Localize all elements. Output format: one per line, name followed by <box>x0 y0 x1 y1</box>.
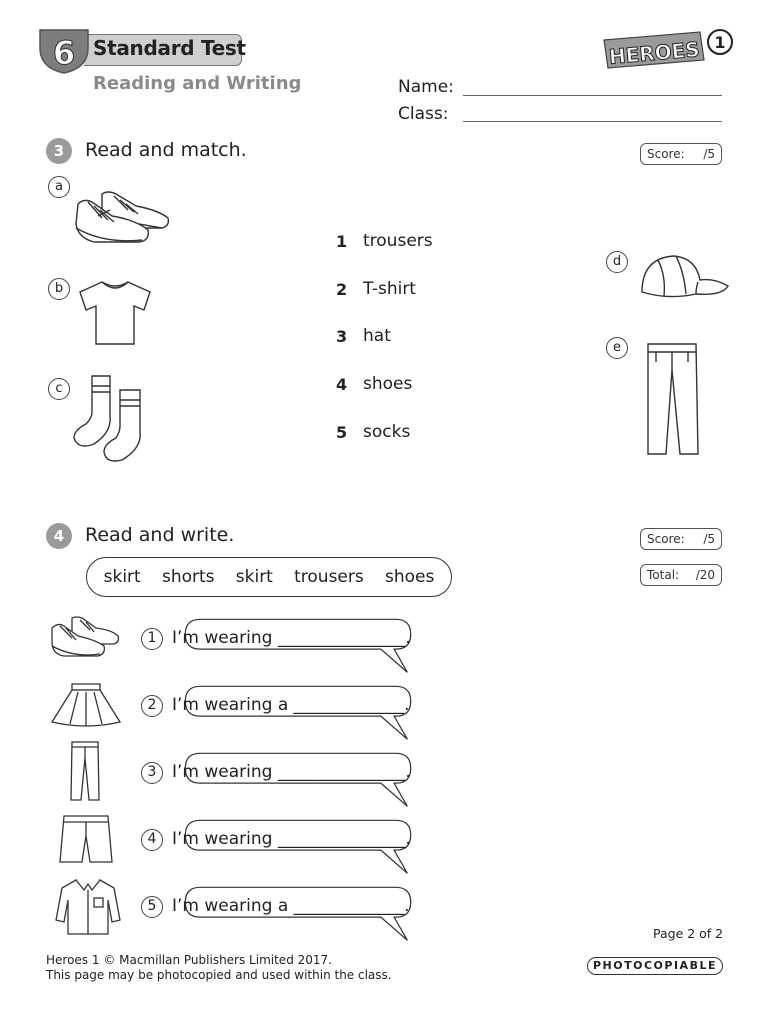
score-label: Score: <box>647 147 685 161</box>
section-3-number: 3 <box>46 138 72 164</box>
section-4-title: Read and write. <box>85 524 235 546</box>
skirt-picture <box>48 682 124 728</box>
word-item: T-shirt <box>363 279 416 299</box>
score-max: /5 <box>703 532 715 546</box>
name-line[interactable] <box>463 95 722 96</box>
picture-letter-a: a <box>48 176 70 198</box>
picture-letter-d: d <box>606 251 628 273</box>
trousers-picture <box>642 340 702 458</box>
unit-badge <box>38 28 90 74</box>
word-bank-item: shoes <box>384 567 435 587</box>
brand-level: 1 <box>714 33 726 52</box>
picture-letter-b: b <box>48 278 70 300</box>
shoes-picture <box>74 188 172 248</box>
unit-number: 6 <box>52 34 76 72</box>
photocopiable-badge: PHOTOCOPIABLE <box>587 957 723 975</box>
sentence-number: 3 <box>141 762 163 784</box>
sentence-text[interactable]: I’m wearing _______________. <box>172 762 411 782</box>
word-number: 2 <box>336 280 348 299</box>
shoes-small-picture <box>50 614 122 662</box>
score-label: Score: <box>647 532 685 546</box>
copyright-line-2: This page may be photocopied and used within the class. <box>46 968 392 982</box>
section-4-score-box <box>640 528 722 550</box>
heroes-logo <box>600 26 736 70</box>
sentence-text[interactable]: I’m wearing a _____________. <box>172 896 410 916</box>
word-item: socks <box>363 422 411 442</box>
word-item: hat <box>363 326 391 346</box>
section-3-score-box <box>640 143 722 165</box>
sentence-number: 2 <box>141 695 163 717</box>
shorts-picture <box>58 814 114 866</box>
section-4-number: 4 <box>46 523 72 549</box>
total-label: Total: <box>647 568 680 582</box>
score-max: /5 <box>703 147 715 161</box>
word-bank-item: trousers <box>294 567 364 587</box>
sentence-text[interactable]: I’m wearing _______________. <box>172 628 411 648</box>
socks-picture <box>70 372 150 464</box>
sentence-number: 5 <box>141 896 163 918</box>
page-number: Page 2 of 2 <box>653 926 724 941</box>
word-number: 5 <box>336 423 348 442</box>
word-item: shoes <box>363 374 413 394</box>
tshirt-picture <box>76 280 154 346</box>
word-bank <box>86 557 452 597</box>
word-bank-item: skirt <box>103 567 141 587</box>
sentence-number: 4 <box>141 829 163 851</box>
section-3-title: Read and match. <box>85 139 247 161</box>
class-label: Class: <box>398 104 449 124</box>
word-number: 1 <box>336 232 348 251</box>
total-max: /20 <box>695 568 715 582</box>
picture-letter-c: c <box>48 378 70 400</box>
total-score-box <box>640 564 722 586</box>
picture-letter-e: e <box>606 337 628 359</box>
word-number: 3 <box>336 327 348 346</box>
sentence-text[interactable]: I’m wearing a _____________. <box>172 695 410 715</box>
trousers-small-picture <box>68 740 102 802</box>
cap-picture <box>638 252 730 300</box>
page-subtitle: Reading and Writing <box>93 73 302 94</box>
word-item: trousers <box>363 231 433 251</box>
sentence-number: 1 <box>141 628 163 650</box>
word-bank-item: skirt <box>235 567 273 587</box>
word-number: 4 <box>336 375 348 394</box>
class-line[interactable] <box>463 121 722 122</box>
copyright-line-1: Heroes 1 © Macmillan Publishers Limited 2017. <box>46 953 332 967</box>
page-title: Standard Test <box>93 36 246 60</box>
shirt-picture <box>54 876 122 936</box>
name-label: Name: <box>398 77 454 97</box>
brand-text: HEROES <box>607 37 701 69</box>
sentence-text[interactable]: I’m wearing _______________. <box>172 829 411 849</box>
word-bank-item: shorts <box>161 567 215 587</box>
